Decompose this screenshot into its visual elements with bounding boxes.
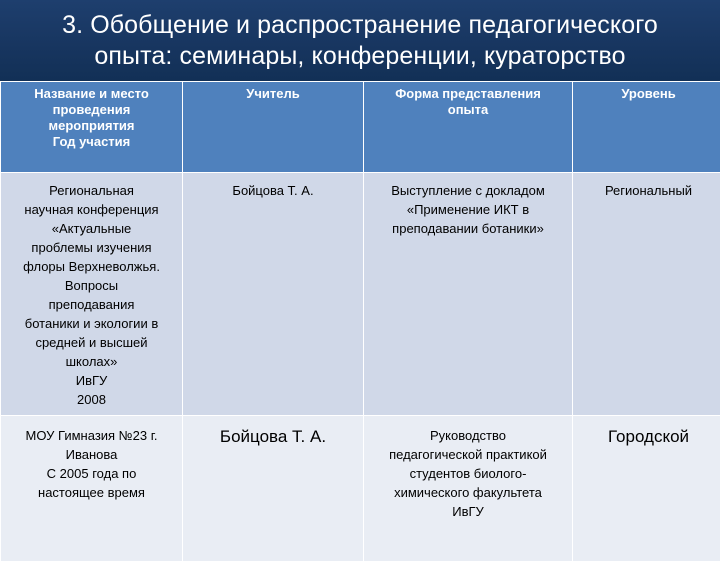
slide-title-bar [0, 0, 720, 81]
experience-table [0, 81, 720, 562]
form-line: ИвГУ [368, 502, 568, 521]
header-event-line: Название и место [5, 86, 178, 102]
event-line: С 2005 года по [5, 464, 178, 483]
cell-teacher [183, 173, 364, 416]
slide-title [62, 10, 658, 72]
event-line: научная конференция [5, 200, 178, 219]
table-row [1, 173, 720, 416]
event-line: школах» [5, 352, 178, 371]
header-event-line: Год участия [5, 134, 178, 150]
event-line: проблемы изучения [5, 238, 178, 257]
header-event-line: проведения [5, 102, 178, 118]
slide-title-line-2: опыта: семинары, конференции, кураторство [62, 41, 658, 72]
event-line: ИвГУ [5, 371, 178, 390]
event-line: Региональная [5, 181, 178, 200]
header-teacher-label: Учитель [187, 86, 359, 102]
experience-table-container [0, 81, 720, 540]
header-form-line: опыта [368, 102, 568, 118]
header-form-line: Форма представления [368, 86, 568, 102]
event-line: 2008 [5, 390, 178, 409]
event-line: МОУ Гимназия №23 г. [5, 426, 178, 445]
level-value: Городской [577, 426, 720, 448]
header-event-name [1, 82, 183, 173]
cell-event [1, 173, 183, 416]
event-line: «Актуальные [5, 219, 178, 238]
table-header-row [1, 82, 720, 173]
header-level [573, 82, 720, 173]
slide-title-line-1: 3. Обобщение и распространение педагогического [62, 10, 658, 41]
event-line: Иванова [5, 445, 178, 464]
event-line: преподавания [5, 295, 178, 314]
header-event-line: мероприятия [5, 118, 178, 134]
header-teacher [183, 82, 364, 173]
form-line: студентов биолого- [368, 464, 568, 483]
form-line: химического факультета [368, 483, 568, 502]
teacher-name: Бойцова Т. А. [187, 181, 359, 200]
cell-level [573, 173, 720, 416]
form-line: педагогической практикой [368, 445, 568, 464]
cell-form [364, 173, 573, 416]
form-line: «Применение ИКТ в [368, 200, 568, 219]
level-value: Региональный [577, 181, 720, 200]
event-line: средней и высшей [5, 333, 178, 352]
form-line: Руководство [368, 426, 568, 445]
event-line: флоры Верхневолжья. [5, 257, 178, 276]
form-line: преподавании ботаники» [368, 219, 568, 238]
teacher-name: Бойцова Т. А. [187, 426, 359, 448]
event-line: Вопросы [5, 276, 178, 295]
form-line: Выступление с докладом [368, 181, 568, 200]
event-line: ботаники и экологии в [5, 314, 178, 333]
header-level-label: Уровень [577, 86, 720, 102]
header-form [364, 82, 573, 173]
event-line: настоящее время [5, 483, 178, 502]
